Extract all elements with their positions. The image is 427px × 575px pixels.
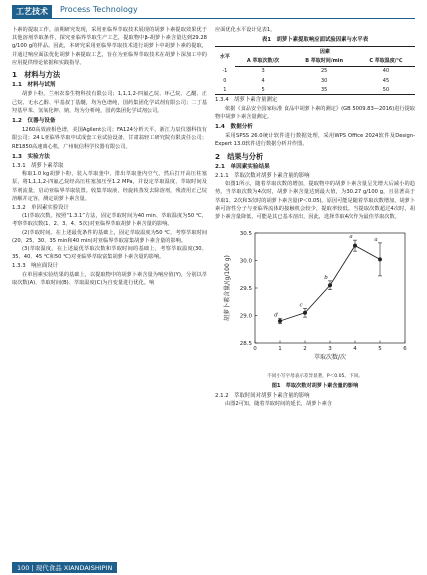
x-tick-label: 0 (253, 346, 257, 353)
data-point (353, 244, 357, 248)
table-cell: -1 (222, 68, 228, 75)
continued-paragraph: 应面优化水平设计见表1。 (215, 27, 276, 33)
x-tick-label: 2 (303, 346, 307, 353)
assay-paragraph: 依据《食品安全国家标准 食品中胡萝卜素的测定》(GB 5009.83—2016)进行提取物中胡萝卜素含量测定。 (215, 105, 415, 120)
table-header-level: 水平 (215, 47, 235, 66)
table-cell: 1 (215, 85, 235, 95)
section-heading-1: 1 材料与方法 (12, 70, 61, 80)
y-tick-label: 30.5 (239, 231, 252, 238)
x-tick-label: 3 (328, 346, 332, 353)
subsection-heading-2-1-1: 2.1.1 萃取次数对胡萝卜素含量的影响 (215, 173, 310, 180)
y-tick-label: 30.0 (239, 258, 252, 265)
significance-letter: a (349, 234, 353, 241)
table-cell: 45 (382, 77, 390, 84)
instruments-paragraph: 1260高效液相色谱，美国Agilent公司；FA124分析天平，浙江力辰仪器科技有限公司；24 L亚临界萃取中试成套工业试验设备，甘肃翁轻工研究院有限责任公司；RE1850高速离心机，广州航信科学仪器有限公司。 (12, 127, 207, 150)
table-row (215, 66, 415, 76)
data-point (328, 284, 332, 288)
figure-caption: 图1 萃取次数对胡萝卜素含量的影响 (271, 383, 359, 390)
subsection-heading-1-3-2: 1.3.2 单因素实验设计 (12, 205, 69, 212)
response-surface-paragraph: 在单因素实验结果的基础上，以提取物中的胡萝卜素含量为响应值(Y)，分别以萃取次数(A)、萃取时间(B)、萃取温度(C)为自变量进行优化。响 (12, 271, 207, 286)
table-cell: 30 (320, 77, 328, 84)
table-cell: 3 (261, 68, 265, 75)
subsection-heading-1-4: 1.4 数据分析 (215, 124, 253, 131)
results-paragraph-2: 由图2可知，随着萃取时间的延长，胡萝卜素含 (225, 400, 333, 407)
table-row (215, 76, 415, 85)
data-point (378, 258, 382, 262)
subsection-heading-1-3: 1.3 实验方法 (12, 153, 50, 160)
y-tick-label: 29.5 (239, 286, 252, 293)
subsection-heading-1-3-3: 1.3.3 响应面设计 (12, 263, 59, 270)
subsection-heading-2-1-2: 2.1.2 萃取时间对胡萝卜素含量的影响 (215, 392, 310, 399)
significance-letter: c (299, 302, 303, 309)
y-tick-label: 28.5 (239, 341, 252, 348)
y-axis-label: 胡萝卜素含量/(g/100 g) (224, 255, 231, 322)
table-caption: 表1 胡萝卜素提取响应面试验因素与水平表 (261, 37, 369, 44)
x-tick-label: 1 (278, 346, 282, 353)
table-header-c: C 萃取温度/℃ (357, 57, 415, 67)
significance-letter: d (274, 312, 278, 319)
materials-paragraph: 胡萝卜粉，兰州农泰生物科技有限公司；1,1,1,2-四氟乙烷、环己烷、乙醚、正己烷、无水乙醇、甲基叔丁基醚，均为色谱纯，国药集团化学试剂有限公司；二丁基羟基甲苯、氢氧化钾、钠，均为分析纯，国药集团化学试剂公司。 (12, 91, 207, 114)
table-header-a: A 萃取次数/次 (235, 57, 292, 67)
intro-paragraph: 卜素的提取工作。前期研究发现，采用亚临界萃取技术展现的胡萝卜素提取效果优于其他溶剂萃取条件，探究亚临界萃取生产工艺，提取物中β-胡萝卜素含量达到29.28 g/100 g的样品。因此，本研究采用亚临界萃取技术进行胡萝卜中胡萝卜素的提取，并通过响应面法优化胡萝卜素提取工艺，旨在为亚临界萃取技术在胡萝卜深加工中的应用提供理论依据和实践指导。 (12, 27, 207, 66)
table-header-b: B 萃取时间/min (291, 57, 357, 67)
x-axis-label: 萃取次数/次 (313, 354, 347, 362)
factor-level-table (215, 46, 415, 95)
figure-1 (215, 223, 415, 373)
data-analysis-paragraph: 采用SPSS 26.0统计软件进行数据处理，采用WPS Office 2024软件及Design-Expert 13.0软件进行数据分析并作图。 (215, 133, 415, 148)
results-paragraph-1: 如图1所示，随着萃取次数的增加，提取物中的胡萝卜素含量呈先增大后减小的趋势。当萃取次数为4次时，胡萝卜素含量达到最大值，为30.27 g/100 g，且显著高于萃取1、2次和3次时的胡萝卜素含量(P＜0.05)。原因可能是随着萃取次数增加，胡萝卜素可溶性分子与亚临界流体的接触机会较少，提取率较低。当提取次数超过4次时，胡萝卜素含量降低，可能是其已基本溶出，因此，选择萃取4次作为最佳萃取次数。 (215, 181, 415, 221)
subsection-heading-1-1: 1.1 材料与试剂 (12, 82, 56, 89)
header-divider (12, 18, 415, 19)
y-tick-label: 29.0 (239, 313, 252, 320)
section-heading-2: 2 结果与分析 (215, 151, 264, 161)
single-factor-paragraph-1: (1)萃取次数。按照“1.3.1”方法，固定萃取时间为40 min、萃取温度为50 ℃，考察萃取次数(1、2、3、4、5次)对亚临界萃取胡萝卜素含量的影响。 (12, 213, 207, 228)
subsection-heading-1-2: 1.2 仪器与设备 (12, 118, 56, 125)
table-cell: 40 (382, 68, 390, 75)
extraction-paragraph: 称取1.0 kg胡萝卜粉，装入萃取釜中，排出萃取釜内空气，然后打开高压柱塞泵，将1,1,1,2-四氟乙烷经高压柱塞加压至1.2 MPa，并设定萃取温度、萃取时间及萃剂流量，启动亚临界萃取装置。收集萃取液，经旋转蒸发去除溶剂，残渣用正己烷溶解并定容，测定胡萝卜素含量。 (12, 171, 207, 202)
single-factor-paragraph-2: (2)萃取时间。在上述最优条件的基础上，固定萃取温度为50 ℃，考察萃取时间(20、25、30、35 min和40 min)对亚临界萃取富集胡萝卜素含量的影响。 (12, 229, 207, 244)
x-tick-label: 6 (403, 346, 407, 353)
page-header (0, 0, 427, 22)
table-cell: 25 (320, 68, 328, 75)
table-cell: 50 (357, 85, 415, 95)
table-cell: 4 (261, 77, 265, 84)
subsection-heading-2-1: 2.1 单因素实验结果 (215, 163, 270, 170)
table-header-factor: 因素 (235, 47, 415, 57)
significance-letter: b (324, 275, 328, 282)
section-title: Process Technology (60, 5, 138, 14)
table-cell: 5 (235, 85, 292, 95)
subsection-heading-1-3-1: 1.3.1 胡萝卜素萃取 (12, 163, 64, 170)
right-column (215, 26, 415, 408)
single-factor-paragraph-3: (3)萃取温度。在上述最优萃取次数和萃取时间的基础上，考察萃取温度(30、35、40、45 ℃和50 ℃)对亚临界萃取富集胡萝卜素含量的影响。 (12, 246, 207, 261)
extraction-count-chart (215, 223, 415, 373)
table-cell: 35 (291, 85, 357, 95)
significance-letter: a (374, 237, 378, 244)
subsection-heading-1-3-4: 1.3.4 胡萝卜素含量测定 (215, 97, 278, 104)
section-tag: 工艺技术 (12, 5, 52, 18)
x-tick-label: 4 (353, 346, 357, 353)
left-column (12, 26, 207, 287)
figure-note: 不同小写字母表示差异显著，P＜0.05。下同。 (267, 374, 363, 380)
table-row (215, 85, 415, 95)
data-point (303, 311, 307, 315)
data-point (278, 319, 282, 323)
page-footer: 100 | 现代食品 XIANDAISHIPIN (12, 562, 117, 573)
table-cell: 0 (223, 77, 227, 84)
x-tick-label: 5 (378, 346, 382, 353)
